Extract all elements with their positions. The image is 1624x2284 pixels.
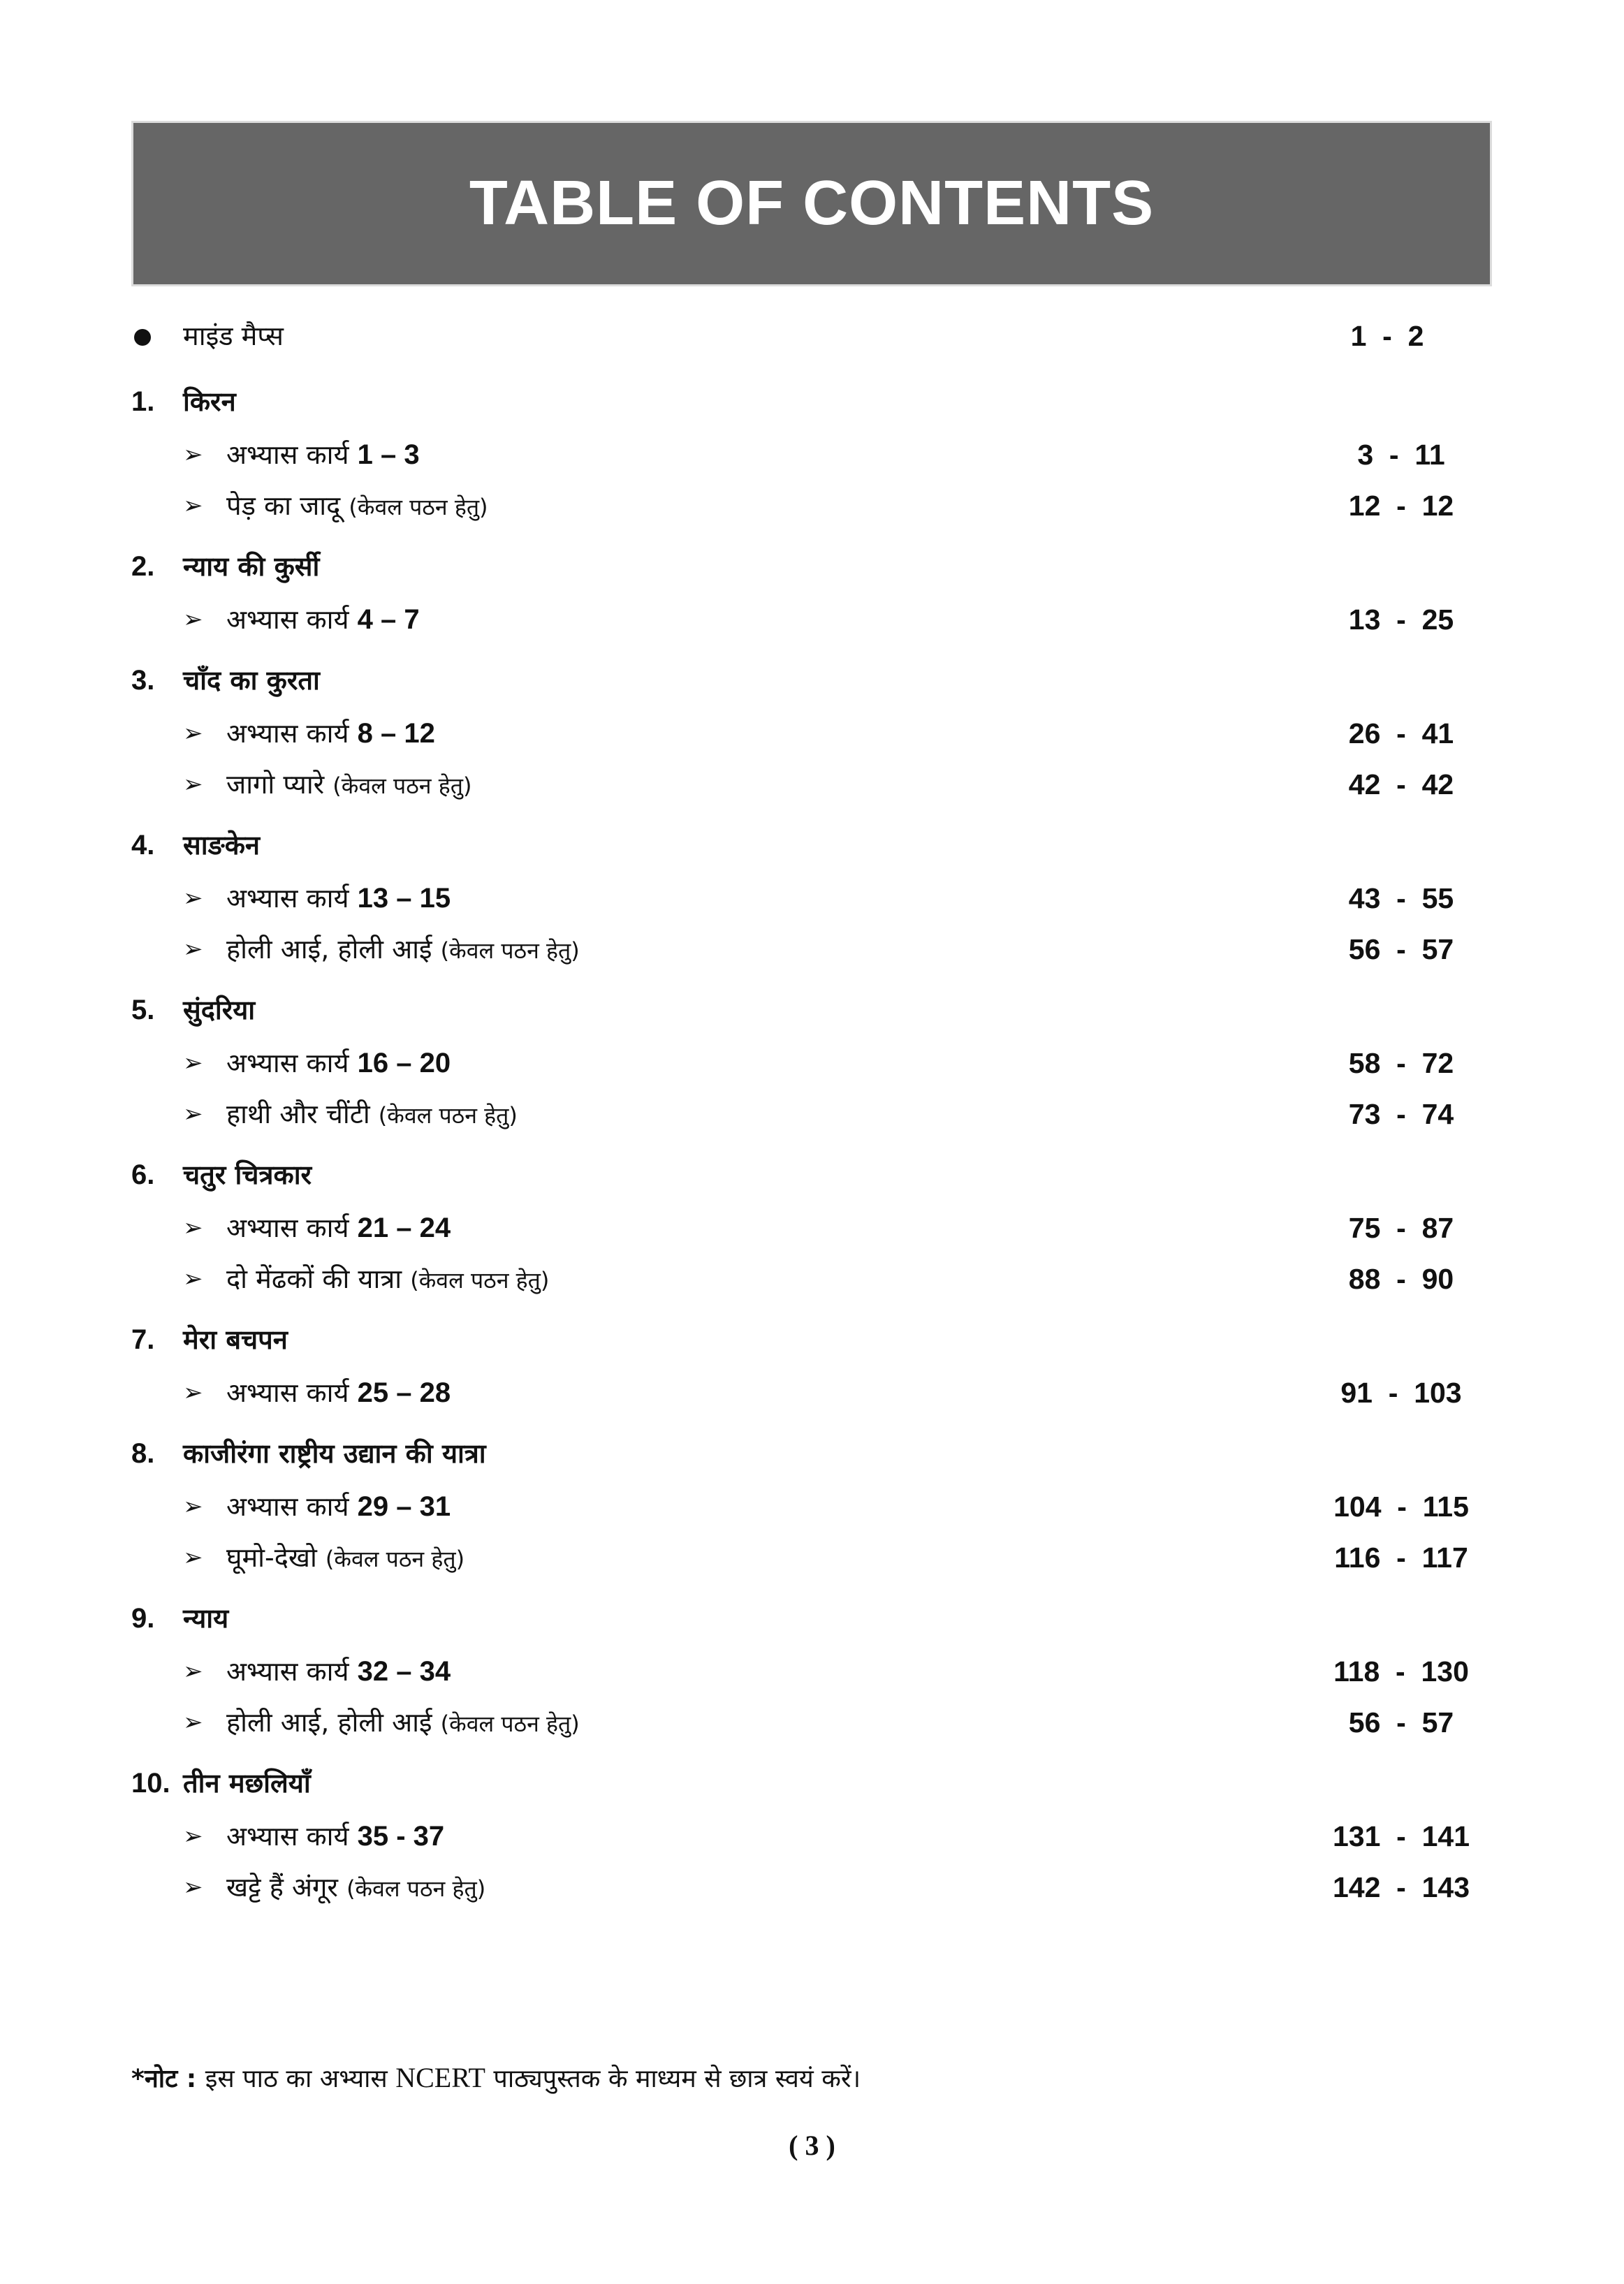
arrow-bullet-icon: ➢ <box>183 1100 203 1128</box>
item-text: अभ्यास कार्य <box>226 718 358 749</box>
item-text: घूमो-देखो <box>226 1542 325 1573</box>
item-text: अभ्यास कार्य <box>226 439 358 470</box>
chapter-title: चतुर चित्रकार <box>183 1159 312 1190</box>
toc-item[interactable] <box>131 759 1492 810</box>
reading-only-note: (केवल पठन हेतु) <box>332 773 472 799</box>
page-range: 142 - 143 <box>1332 1871 1470 1903</box>
page-range: 88 - 90 <box>1348 1263 1454 1295</box>
toc-item[interactable] <box>131 1254 1492 1305</box>
item-text: पेड़ का जादू <box>226 490 349 521</box>
item-label <box>226 1862 485 1915</box>
arrow-bullet-icon: ➢ <box>183 884 203 912</box>
chapter-number: 1. <box>131 386 155 417</box>
page-range: 12 - 12 <box>1348 490 1454 522</box>
page-title: TABLE OF CONTENTS <box>469 168 1155 238</box>
arrow-bullet-icon: ➢ <box>183 770 203 798</box>
page-range: 26 - 41 <box>1348 717 1454 749</box>
page-range: 13 - 25 <box>1348 603 1454 636</box>
toc-item[interactable] <box>131 594 1492 645</box>
item-label <box>226 1368 451 1419</box>
reading-only-note: (केवल पठन हेतु) <box>410 1267 550 1294</box>
arrow-bullet-icon: ➢ <box>183 606 203 634</box>
page-range: 116 - 117 <box>1334 1542 1468 1574</box>
exercise-range: 25 – 28 <box>357 1377 451 1408</box>
footnote-text-before: इस पाठ का अभ्यास <box>205 2065 396 2093</box>
arrow-bullet-icon: ➢ <box>183 1873 203 1901</box>
toc-item[interactable] <box>131 1038 1492 1089</box>
chapter-heading[interactable] <box>131 1309 1492 1368</box>
reading-only-note: (केवल पठन हेतु) <box>378 1102 518 1129</box>
arrow-bullet-icon: ➢ <box>183 1493 203 1521</box>
exercise-range: 16 – 20 <box>357 1048 451 1078</box>
chapter-title: सुंदरिया <box>183 995 256 1025</box>
item-label <box>226 1532 464 1585</box>
page-range: 104 - 115 <box>1333 1491 1469 1523</box>
item-text: खट्टे हैं अंगूर <box>226 1872 347 1903</box>
item-label <box>226 708 435 759</box>
arrow-bullet-icon: ➢ <box>183 1379 203 1407</box>
page-range: 75 - 87 <box>1348 1212 1454 1244</box>
page-range: 91 - 103 <box>1340 1377 1462 1409</box>
exercise-range: 4 – 7 <box>357 604 420 635</box>
footnote-prefix: *नोट : <box>131 2065 205 2093</box>
toc-item[interactable] <box>131 481 1492 532</box>
item-label <box>226 759 471 812</box>
toc-item[interactable] <box>131 430 1492 481</box>
page-range: 131 - 141 <box>1332 1820 1470 1852</box>
page-range: 118 - 130 <box>1333 1655 1469 1688</box>
item-label <box>226 924 580 976</box>
item-label <box>226 430 420 481</box>
exercise-range: 32 – 34 <box>357 1656 451 1687</box>
arrow-bullet-icon: ➢ <box>183 1214 203 1242</box>
item-label <box>226 1646 451 1697</box>
item-label <box>226 1038 451 1089</box>
reading-only-note: (केवल पठन हेतु) <box>440 1711 580 1737</box>
item-text: अभ्यास कार्य <box>226 604 358 635</box>
chapter-number: 9. <box>131 1603 155 1634</box>
chapter-heading[interactable] <box>131 1144 1492 1203</box>
page-range: 42 - 42 <box>1348 768 1454 800</box>
table-of-contents <box>131 311 1492 1913</box>
toc-item[interactable] <box>131 708 1492 759</box>
toc-item[interactable] <box>131 1368 1492 1419</box>
arrow-bullet-icon: ➢ <box>183 1708 203 1736</box>
toc-item[interactable] <box>131 1203 1492 1254</box>
item-label <box>226 594 420 645</box>
item-text: अभ्यास कार्य <box>226 1821 358 1852</box>
chapter-heading[interactable] <box>131 814 1492 873</box>
chapter-title: साङकेन <box>183 830 261 861</box>
toc-item[interactable] <box>131 924 1492 975</box>
page-range: 1 - 2 <box>1350 320 1424 352</box>
item-text: दो मेंढकों की यात्रा <box>226 1264 411 1294</box>
arrow-bullet-icon: ➢ <box>183 441 203 469</box>
item-label <box>226 1811 444 1862</box>
item-label <box>226 1481 451 1532</box>
chapter-title: तीन मछलियाँ <box>183 1768 311 1799</box>
item-text: अभ्यास कार्य <box>226 1656 358 1687</box>
chapter-number: 6. <box>131 1159 155 1190</box>
item-text: जागो प्यारे <box>226 769 333 800</box>
toc-item[interactable] <box>131 1646 1492 1697</box>
chapter-heading[interactable] <box>131 1752 1492 1811</box>
item-text: अभ्यास कार्य <box>226 1048 358 1078</box>
page-range: 58 - 72 <box>1348 1047 1454 1079</box>
chapter-title: किरन <box>183 386 236 417</box>
footnote <box>131 2060 861 2095</box>
chapter-heading[interactable] <box>131 536 1492 594</box>
item-text: अभ्यास कार्य <box>226 1377 358 1408</box>
exercise-range: 8 – 12 <box>357 718 435 749</box>
chapter-number: 2. <box>131 551 155 582</box>
chapter-number: 4. <box>131 830 155 861</box>
toc-item[interactable] <box>131 1862 1492 1913</box>
chapter-number: 10. <box>131 1768 170 1799</box>
reading-only-note: (केवल पठन हेतु) <box>325 1546 465 1572</box>
page-range: 3 - 11 <box>1357 439 1445 471</box>
arrow-bullet-icon: ➢ <box>183 492 203 520</box>
item-label <box>226 873 451 924</box>
toc-item[interactable] <box>131 1532 1492 1583</box>
page-number: ( 3 ) <box>789 2130 835 2161</box>
chapter-title: मेरा बचपन <box>183 1324 288 1355</box>
chapter-number: 3. <box>131 665 155 696</box>
page-range: 43 - 55 <box>1348 882 1454 914</box>
item-label <box>226 1254 549 1306</box>
exercise-range: 1 – 3 <box>357 439 420 470</box>
arrow-bullet-icon: ➢ <box>183 1049 203 1077</box>
chapter-heading[interactable] <box>131 979 1492 1038</box>
arrow-bullet-icon: ➢ <box>183 935 203 963</box>
item-label <box>226 1089 518 1141</box>
exercise-range: 13 – 15 <box>357 883 451 914</box>
toc-item[interactable] <box>131 873 1492 924</box>
chapter-title: चाँद का कुरता <box>183 665 320 696</box>
chapter-number: 7. <box>131 1324 155 1355</box>
reading-only-note: (केवल पठन हेतु) <box>349 494 488 520</box>
item-text: होली आई, होली आई <box>226 934 441 965</box>
exercise-range: 35 - 37 <box>357 1821 445 1852</box>
chapter-heading[interactable] <box>131 1588 1492 1646</box>
toc-item[interactable] <box>131 1089 1492 1140</box>
reading-only-note: (केवल पठन हेतु) <box>440 937 580 964</box>
chapter-title: न्याय की कुर्सी <box>183 551 320 582</box>
item-text: अभ्यास कार्य <box>226 1491 358 1522</box>
arrow-bullet-icon: ➢ <box>183 1822 203 1850</box>
item-label <box>226 1697 580 1750</box>
toc-item[interactable] <box>131 1481 1492 1532</box>
item-text: हाथी और चींटी <box>226 1099 379 1129</box>
bullet-icon <box>134 329 151 346</box>
chapter-title: काजीरंगा राष्ट्रीय उद्यान की यात्रा <box>183 1438 486 1469</box>
item-text: अभ्यास कार्य <box>226 1213 358 1243</box>
exercise-range: 29 – 31 <box>357 1491 451 1522</box>
toc-entry-mind-maps[interactable] <box>131 311 1492 367</box>
arrow-bullet-icon: ➢ <box>183 1265 203 1293</box>
toc-item[interactable] <box>131 1697 1492 1748</box>
footnote-text-after: पाठ्यपुस्तक के माध्यम से छात्र स्वयं करें। <box>485 2065 861 2093</box>
arrow-bullet-icon: ➢ <box>183 1544 203 1572</box>
item-label <box>226 481 488 533</box>
exercise-range: 21 – 24 <box>357 1213 451 1243</box>
page-range: 73 - 74 <box>1348 1098 1454 1130</box>
page-range: 56 - 57 <box>1348 933 1454 965</box>
toc-item[interactable] <box>131 1811 1492 1862</box>
entry-label: माइंड मैप्स <box>183 321 284 351</box>
chapter-number: 5. <box>131 995 155 1025</box>
chapter-heading[interactable] <box>131 1423 1492 1481</box>
item-label <box>226 1203 451 1254</box>
chapter-title: न्याय <box>183 1603 229 1634</box>
item-text: अभ्यास कार्य <box>226 883 358 914</box>
page-range: 56 - 57 <box>1348 1706 1454 1738</box>
reading-only-note: (केवल पठन हेतु) <box>346 1875 486 1902</box>
arrow-bullet-icon: ➢ <box>183 1657 203 1685</box>
title-banner <box>131 121 1492 286</box>
item-text: होली आई, होली आई <box>226 1707 441 1738</box>
chapter-heading[interactable] <box>131 650 1492 708</box>
footnote-ncert: NCERT <box>395 2062 485 2093</box>
arrow-bullet-icon: ➢ <box>183 719 203 747</box>
chapter-number: 8. <box>131 1438 155 1469</box>
chapter-heading[interactable] <box>131 371 1492 430</box>
